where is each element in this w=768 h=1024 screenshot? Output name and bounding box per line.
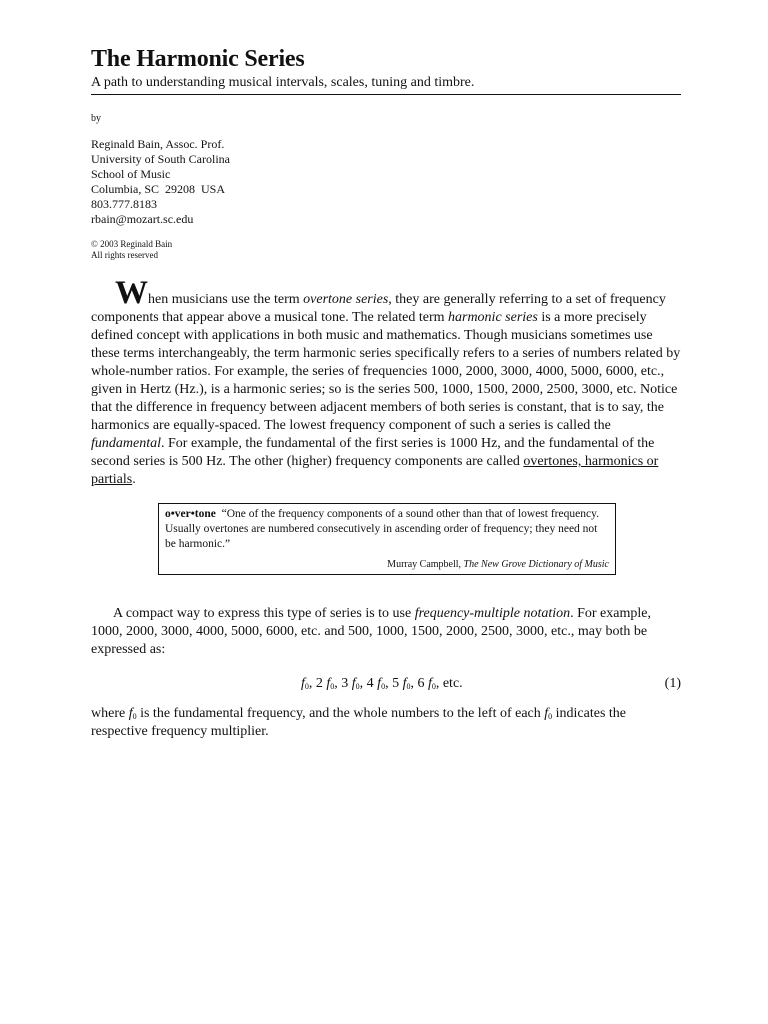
term-fundamental: fundamental [91, 436, 161, 451]
citation-author: Murray Campbell, [387, 559, 464, 570]
compact-text-2: . For example, 1000, 2000, 3000, 4000, 5000, 6000, etc. and 500, 1000, 1500, 2000, 2500, 3000, etc., may both be expressed as: [91, 606, 651, 657]
author-school: School of Music [91, 167, 171, 181]
eq-term-1: $f_0$, [301, 676, 316, 691]
eq-term-4: 4 $f_0$, [366, 676, 393, 691]
definition-term: o•ver•tone [165, 508, 216, 520]
author-name: Reginald Bain, Assoc. Prof. [91, 137, 225, 151]
where-text-3: indicates the respective frequency multiplier. [91, 706, 627, 739]
intro-text-5: . [132, 472, 136, 487]
term-overtone-series: overtone series [303, 292, 389, 307]
intro-text-4: . For example, the fundamental of the first series is 1000 Hz, and the fundamental of the second series is 500 Hz. The other (higher) frequency components are called [91, 436, 655, 469]
citation-source: The New Grove Dictionary of Music [463, 559, 609, 570]
eq-tail: etc. [442, 676, 463, 691]
where-paragraph [91, 705, 681, 741]
intro-text-3: is a more precisely defined concept with applications in both music and mathematics. Though musicians sometimes use these terms interchangeably, the term harmonic series specifically refers to a series of numbers related by whole-number ratios. For example, the series of frequencies 1000, 2000, 3000, 4000, 5000, 6000, etc., given in Hertz (Hz.), is a harmonic series; so is the series 500, 1000, 1500, 2000, 2500, 3000, etc. Notice that the difference in frequency between adjacent members of both series is constant, that is to say, the harmonics are equally-spaced. The lowest frequency component of such a series is called the [91, 310, 681, 433]
where-text-2: is the fundamental frequency, and the whole numbers to the left of each [136, 706, 545, 721]
copyright-notice [91, 239, 681, 261]
underlined-terms: overtones, harmonics or partials [91, 454, 659, 487]
eq-term-3: 3 $f_0$, [341, 676, 367, 691]
rights-line: All rights reserved [91, 250, 158, 260]
author-city: Columbia, SC 29208 USA [91, 182, 226, 196]
document-subtitle: A path to understanding musical intervals, scales, tuning and timbre. [91, 74, 681, 95]
intro-paragraph [91, 275, 681, 489]
drop-cap: W [115, 275, 148, 311]
definition-text: “One of the frequency components of a sound other than that of lowest frequency. Usually overtones are numbered consecutively in ascending order of frequency; they need not be harmonic.” [165, 508, 599, 550]
definition-citation [165, 557, 609, 572]
definition-box [158, 503, 616, 575]
eq-term-5: 5 $f_0$, [392, 676, 418, 691]
where-f0-symbol-2: f [544, 706, 549, 721]
eq-term-2: 2 $f_0$, [315, 676, 342, 691]
equation-number: (1) [664, 676, 681, 691]
byline: by [91, 113, 101, 124]
copyright-line: © 2003 Reginald Bain [91, 239, 173, 249]
where-f0-subscript-2: 0 [548, 712, 553, 721]
compact-text-1: A compact way to express this type of series is to use [113, 606, 415, 621]
intro-text-2: , they are generally referring to a set of frequency components that appear above a musical tone. The related term [91, 292, 666, 325]
author-address [91, 137, 681, 227]
definition-body [165, 507, 609, 552]
where-f0-symbol: f [128, 706, 133, 721]
term-harmonic-series: harmonic series [448, 310, 538, 325]
compact-paragraph [91, 605, 681, 659]
where-text-1: where [91, 706, 129, 721]
document-page [91, 44, 681, 755]
term-frequency-multiple-notation: frequency-multiple notation [414, 606, 571, 621]
author-email: rbain@mozart.sc.edu [91, 212, 194, 226]
author-phone: 803.777.8183 [91, 197, 157, 211]
equation-1 [91, 675, 681, 695]
eq-term-6: 6 $f_0$, [417, 676, 443, 691]
author-university: University of South Carolina [91, 152, 230, 166]
document-title: The Harmonic Series [91, 46, 305, 72]
where-f0-subscript: 0 [132, 712, 137, 721]
intro-text-1: hen musicians use the term [148, 292, 304, 307]
equation-expression [301, 675, 463, 693]
